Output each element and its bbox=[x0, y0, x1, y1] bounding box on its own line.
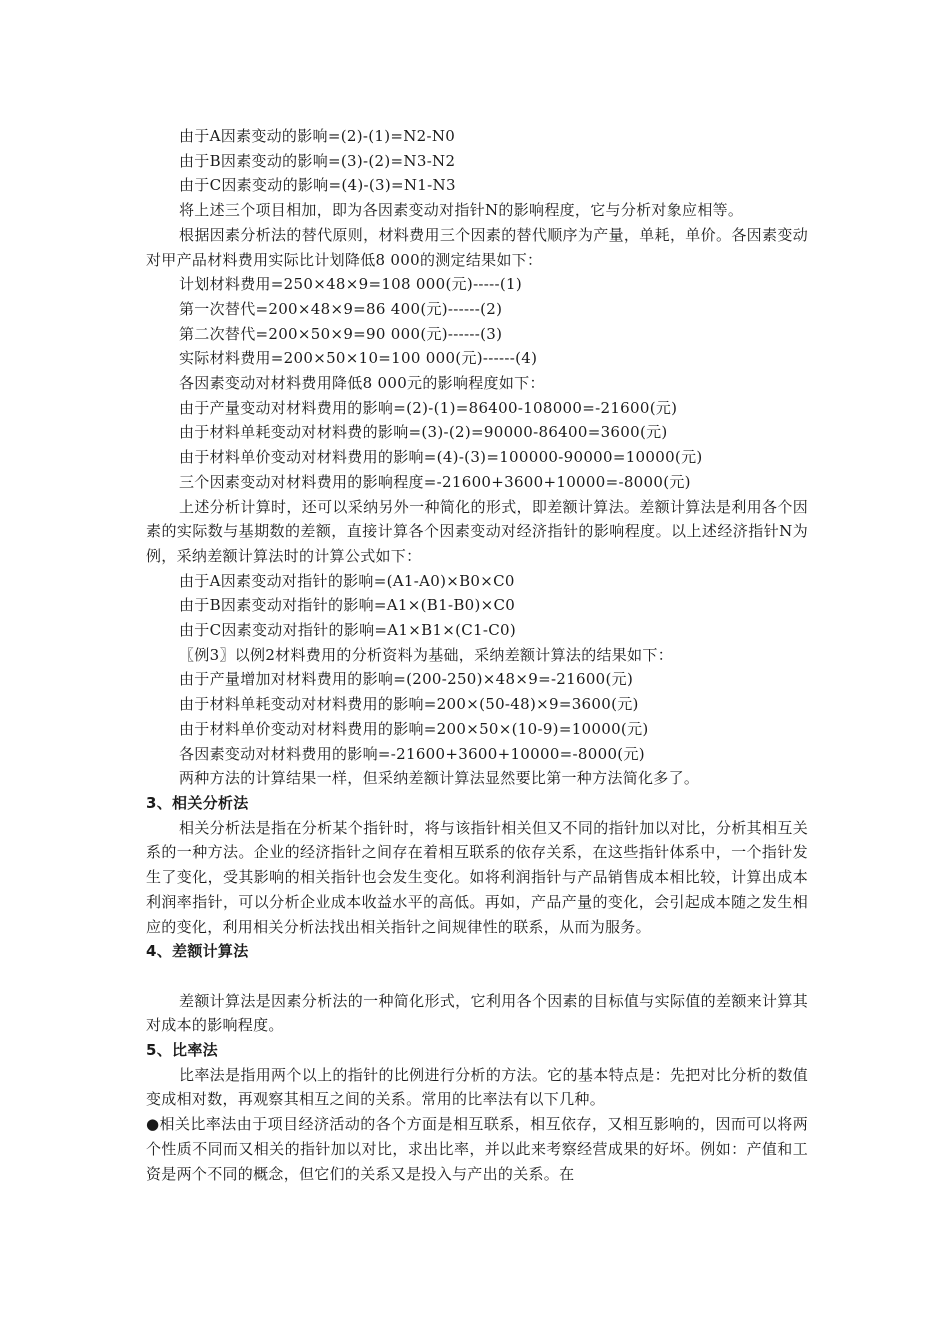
text-line: 由于B因素变动的影响=(3)-(2)=N3-N2 bbox=[179, 151, 456, 170]
text-line: 由于B因素变动对指针的影响=A1×(B1-B0)×C0 bbox=[179, 596, 516, 615]
text-line: 由于A因素变动的影响=(2)-(1)=N2-N0 bbox=[179, 127, 456, 145]
section-heading-3: 3、相关分析法 bbox=[146, 793, 249, 812]
text-line: 由于产量变动对材料费用的影响=(2)-(1)=86400-108000=-21600(元) bbox=[179, 398, 678, 417]
section-heading-4: 4、差额计算法 bbox=[146, 942, 249, 961]
text-line: 由于材料单价变动对材料费用的影响=(4)-(3)=100000-90000=10000(元) bbox=[179, 448, 703, 467]
text-line: 〖例3〗以例2材料费用的分析资料为基础，采纳差额计算法的结果如下： bbox=[179, 645, 673, 664]
text-line: 第一次替代=200×48×9=86 400(元)------(2) bbox=[179, 299, 503, 318]
section-3-paragraph: 相关分析法是指在分析某个指针时，将与该指针相关但又不同的指针加以对比，分析其相互关系的一种方法。企业的经济指针之间存在着相互联系的依存关系，在这些指针体系中，一个指针发生了变化，受其影响的相关指针也会发生变化。如将利润指针与产品销售成本相比较，计算出成本利润率指针，可以分析企业成本收益水平的高低。再如，产品产量的变化，会引起成本随之发生相应的变化，利用相关分析法找出相关指针之间规律性的联系，从而为服务。 bbox=[146, 818, 808, 936]
section-5-paragraph: 比率法是指用两个以上的指针的比例进行分析的方法。它的基本特点是：先把对比分析的数值变成相对数，再观察其相互之间的关系。常用的比率法有以下几种。 bbox=[146, 1065, 808, 1109]
section-heading-5: 5、比率法 bbox=[146, 1041, 218, 1059]
document-body bbox=[146, 124, 808, 1186]
blank-line bbox=[146, 964, 808, 989]
text-line: 由于C因素变动的影响=(4)-(3)=N1-N3 bbox=[179, 176, 456, 195]
paragraph: 根据因素分析法的替代原则，材料费用三个因素的替代顺序为产量，单耗，单价。各因素变动对甲产品材料费用实际比计划降低8 000的测定结果如下： bbox=[146, 225, 808, 269]
text-line: 两种方法的计算结果一样，但采纳差额计算法显然要比第一种方法简化多了。 bbox=[179, 769, 700, 788]
text-line: 由于A因素变动对指针的影响=(A1-A0)×B0×C0 bbox=[179, 571, 515, 590]
text-line: 由于C因素变动对指针的影响=A1×B1×(C1-C0) bbox=[179, 621, 517, 640]
text-line: 计划材料费用=250×48×9=108 000(元)-----(1) bbox=[179, 275, 523, 294]
text-line: 三个因素变动对材料费用的影响程度=-21600+3600+10000=-8000(元) bbox=[179, 472, 691, 491]
section-4-paragraph: 差额计算法是因素分析法的一种简化形式，它利用各个因素的目标值与实际值的差额来计算其对成本的影响程度。 bbox=[146, 991, 808, 1035]
text-line: 实际材料费用=200×50×10=100 000(元)------(4) bbox=[179, 349, 538, 368]
text-line: 第二次替代=200×50×9=90 000(元)------(3) bbox=[179, 324, 503, 343]
paragraph: 上述分析计算时，还可以采纳另外一种简化的形式，即差额计算法。差额计算法是利用各个因素的实际数与基期数的差额，直接计算各个因素变动对经济指针的影响程度。以上述经济指针N为例，采纳差额计算法时的计算公式如下： bbox=[146, 497, 808, 565]
text-line: 各因素变动对材料费用降低8 000元的影响程度如下： bbox=[179, 374, 545, 393]
text-line: 各因素变动对材料费用的影响=-21600+3600+10000=-8000(元) bbox=[179, 744, 645, 763]
text-line: 由于材料单耗变动对材料费的影响=(3)-(2)=90000-86400=3600(元) bbox=[179, 423, 668, 442]
bullet-paragraph: ●相关比率法由于项目经济活动的各个方面是相互联系，相互依存，又相互影响的，因而可以将两个性质不同而又相关的指针加以对比，求出比率，并以此来考察经营成果的好坏。例如：产值和工资是两个不同的概念，但它们的关系又是投入与产出的关系。在 bbox=[146, 1115, 808, 1183]
text-line: 将上述三个项目相加，即为各因素变动对指针N的影响程度，它与分析对象应相等。 bbox=[179, 201, 744, 220]
text-line: 由于材料单价变动对材料费用的影响=200×50×(10-9)=10000(元) bbox=[179, 719, 649, 738]
text-line: 由于产量增加对材料费用的影响=(200-250)×48×9=-21600(元) bbox=[179, 670, 634, 689]
text-line: 由于材料单耗变动对材料费用的影响=200×(50-48)×9=3600(元) bbox=[179, 695, 639, 714]
